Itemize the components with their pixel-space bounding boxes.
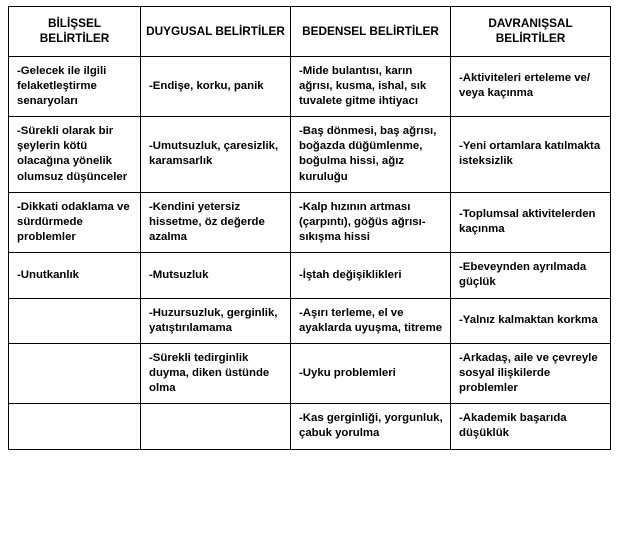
table-row — [9, 117, 611, 193]
cell-emotional: -Umutsuzluk, çaresizlik, karamsarlık — [141, 117, 291, 193]
column-header-physical: BEDENSEL BELİRTİLER — [291, 7, 451, 57]
cell-cognitive: -Unutkanlık — [9, 253, 141, 298]
cell-behavioral: -Aktiviteleri erteleme ve/ veya kaçınma — [451, 56, 611, 116]
cell-emotional — [141, 404, 291, 449]
table-row — [9, 343, 611, 403]
cell-behavioral: -Ebeveynden ayrılmada güçlük — [451, 253, 611, 298]
column-header-cognitive: BİLİŞSEL BELİRTİLER — [9, 7, 141, 57]
cell-physical: -Mide bulantısı, karın ağrısı, kusma, ishal, sık tuvalete gitme ihtiyacı — [291, 56, 451, 116]
column-header-emotional: DUYGUSAL BELİRTİLER — [141, 7, 291, 57]
cell-emotional: -Kendini yetersiz hissetme, öz değerde azalma — [141, 192, 291, 252]
symptom-table — [8, 6, 611, 450]
cell-physical: -İştah değişiklikleri — [291, 253, 451, 298]
cell-behavioral: -Yalnız kalmaktan korkma — [451, 298, 611, 343]
table-header-row — [9, 7, 611, 57]
cell-physical: -Baş dönmesi, baş ağrısı, boğazda düğümlenme, boğulma hissi, ağız kuruluğu — [291, 117, 451, 193]
cell-physical: -Kalp hızının artması (çarpıntı), göğüs ağrısı-sıkışma hissi — [291, 192, 451, 252]
cell-emotional: -Mutsuzluk — [141, 253, 291, 298]
cell-physical: -Uyku problemleri — [291, 343, 451, 403]
cell-behavioral: -Akademik başarıda düşüklük — [451, 404, 611, 449]
cell-cognitive: -Sürekli olarak bir şeylerin kötü olacağına yönelik olumsuz düşünceler — [9, 117, 141, 193]
cell-emotional: -Endişe, korku, panik — [141, 56, 291, 116]
table-row — [9, 56, 611, 116]
cell-emotional: -Huzursuzluk, gerginlik, yatıştırılamama — [141, 298, 291, 343]
column-header-behavioral: DAVRANIŞSAL BELİRTİLER — [451, 7, 611, 57]
table-row — [9, 253, 611, 298]
table-row — [9, 192, 611, 252]
cell-physical: -Aşırı terleme, el ve ayaklarda uyuşma, titreme — [291, 298, 451, 343]
cell-cognitive — [9, 404, 141, 449]
cell-behavioral: -Yeni ortamlara katılmakta isteksizlik — [451, 117, 611, 193]
cell-emotional: -Sürekli tedirginlik duyma, diken üstünde olma — [141, 343, 291, 403]
cell-cognitive: -Dikkati odaklama ve sürdürmede problemler — [9, 192, 141, 252]
cell-behavioral: -Toplumsal aktivitelerden kaçınma — [451, 192, 611, 252]
cell-cognitive — [9, 343, 141, 403]
cell-behavioral: -Arkadaş, aile ve çevreyle sosyal ilişkilerde problemler — [451, 343, 611, 403]
table-row — [9, 298, 611, 343]
cell-physical: -Kas gerginliği, yorgunluk, çabuk yorulma — [291, 404, 451, 449]
cell-cognitive: -Gelecek ile ilgili felaketleştirme senaryoları — [9, 56, 141, 116]
cell-cognitive — [9, 298, 141, 343]
table-row — [9, 404, 611, 449]
